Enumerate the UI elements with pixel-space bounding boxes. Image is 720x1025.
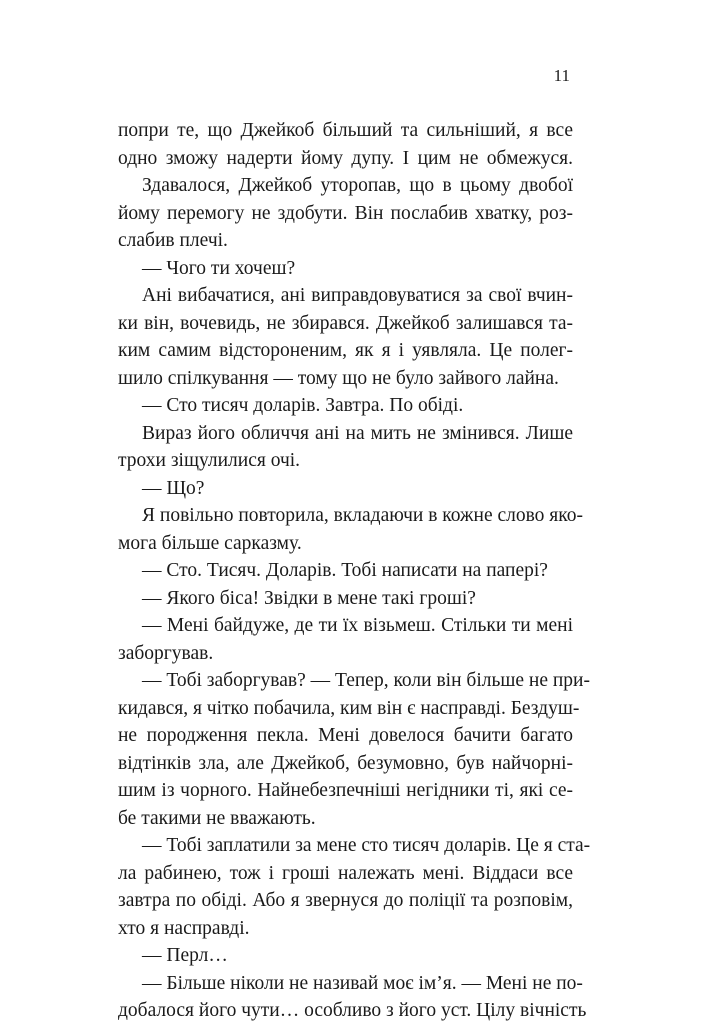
text-line: добалося його чути… особливо з його уст. Цілу вічність	[118, 1000, 587, 1021]
text-line: ким самим відстороненим, як я і уявляла. Це полег-	[118, 340, 573, 361]
text-line: слабив плечі.	[118, 230, 228, 251]
text-line: — Сто. Тисяч. Доларів. Тобі написати на папері?	[142, 560, 548, 581]
text-line: хто я насправді.	[118, 917, 250, 939]
page-number: 11	[553, 66, 570, 85]
text-line: шим із чорного. Найнебезпечніші негідники ті, які се-	[118, 780, 573, 801]
text-line: завтра по обіді. Або я звернуся до поліції та розповім,	[118, 890, 573, 911]
text-line: Здавалося, Джейкоб уторопав, що в цьому двобої	[142, 175, 573, 196]
body-text	[118, 117, 591, 1025]
text-line: мога більше сарказму.	[118, 532, 302, 554]
text-line: йому перемогу не здобути. Він послабив хватку, роз-	[118, 202, 573, 224]
text-line: — Тобі заплатили за мене сто тисяч доларів. Це я ста-	[142, 835, 591, 856]
text-line: Ані вибачатися, ані виправдовуватися за свої вчин-	[142, 285, 573, 306]
text-line: трохи зіщулилися очі.	[118, 450, 301, 471]
text-line: шило спілкування — тому що не було зайвого лайна.	[118, 367, 559, 389]
text-line: — Що?	[142, 477, 205, 499]
text-line: Вираз його обличчя ані на мить не змінився. Лише	[142, 422, 573, 444]
text-line: — Більше ніколи не називай моє ім’я. — Мені не по-	[142, 972, 583, 994]
text-line: кидався, я чітко побачила, ким він є насправді. Бездуш-	[118, 697, 580, 719]
text-line: відтінків зла, але Джейкоб, безумовно, був найчорні-	[118, 752, 573, 774]
text-line: — Тобі заборгував? — Тепер, коли він більше не при-	[142, 670, 590, 691]
text-line: одно зможу надерти йому дупу. І цим не обмежуся.	[118, 147, 573, 169]
text-line: — Перл…	[142, 945, 228, 966]
text-line: — Сто тисяч доларів. Завтра. По обіді.	[142, 395, 464, 416]
text-line: — Чого ти хочеш?	[142, 257, 296, 279]
text-line: Я повільно повторила, вкладаючи в кожне слово яко-	[142, 505, 584, 526]
text-line: — Мені байдуже, де ти їх візьмеш. Стільки ти мені	[142, 615, 573, 636]
text-line: заборгував.	[118, 642, 214, 664]
text-line: попри те, що Джейкоб більший та сильніший, я все	[118, 120, 573, 141]
text-line: ла рабинею, тож і гроші належать мені. Віддаси все	[118, 862, 573, 884]
text-line: — Якого біса! Звідки в мене такі гроші?	[142, 587, 476, 609]
text-line: ки він, вочевидь, не збирався. Джейкоб залишався та-	[118, 312, 573, 334]
text-line: бе такими не вважають.	[118, 807, 316, 829]
text-line: не породження пекла. Мені довелося бачити багато	[118, 725, 573, 746]
